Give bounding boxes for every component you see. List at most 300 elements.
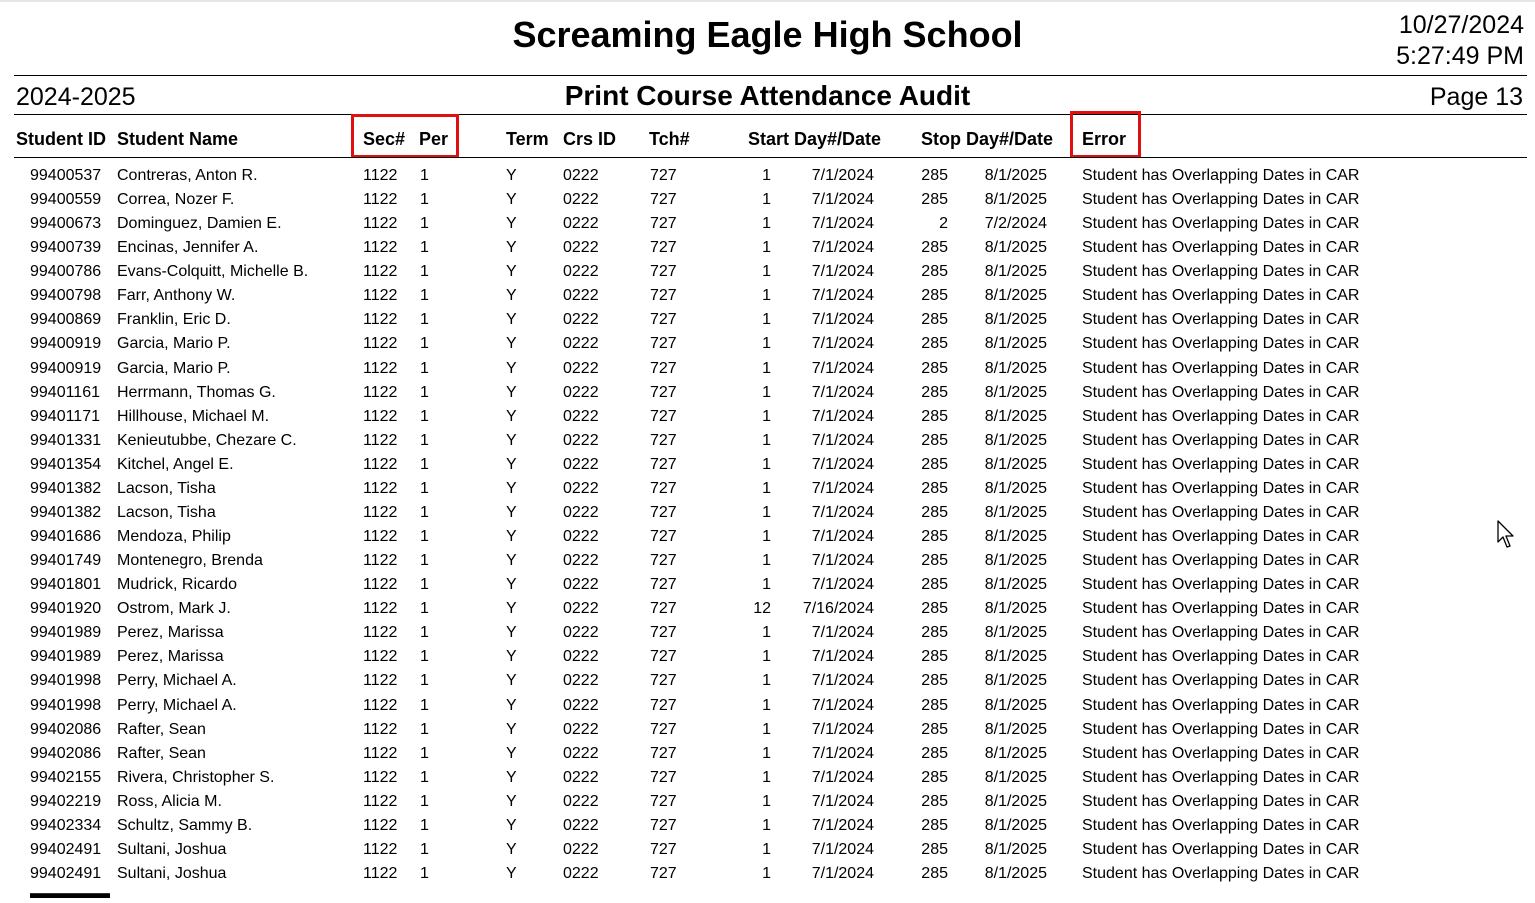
table-row <box>0 600 1535 624</box>
student-id-cell: 99402491 <box>30 865 102 883</box>
crs-id-cell: 0222 <box>563 263 599 281</box>
partial-row-fragment: ▬▬▬▬▬ <box>30 885 110 902</box>
sec-cell: 1122 <box>363 865 398 883</box>
per-cell: 1 <box>420 816 429 834</box>
sec-cell: 1122 <box>363 215 398 233</box>
error-cell: Student has Overlapping Dates in CAR <box>1082 528 1360 546</box>
stop-day-cell: 285 <box>921 191 948 209</box>
tch-cell: 727 <box>650 239 677 257</box>
start-date-cell: 7/1/2024 <box>811 503 874 521</box>
stop-day-cell: 285 <box>921 407 948 425</box>
error-cell: Student has Overlapping Dates in CAR <box>1082 407 1360 425</box>
stop-date-cell: 8/1/2025 <box>984 576 1047 594</box>
start-date-cell: 7/16/2024 <box>802 600 874 618</box>
term-cell: Y <box>506 840 517 858</box>
start-day-cell: 1 <box>762 383 771 401</box>
term-cell: Y <box>506 263 517 281</box>
start-day-cell: 1 <box>762 865 771 883</box>
error-cell: Student has Overlapping Dates in CAR <box>1082 865 1360 883</box>
start-date-cell: 7/1/2024 <box>811 816 874 834</box>
start-day-cell: 1 <box>762 503 771 521</box>
start-day-cell: 1 <box>762 744 771 762</box>
tch-cell: 727 <box>650 600 677 618</box>
print-date: 10/27/2024 <box>1398 11 1524 39</box>
student-id-cell: 99402219 <box>30 792 102 810</box>
term-cell: Y <box>506 215 517 233</box>
tch-cell: 727 <box>650 720 677 738</box>
tch-cell: 727 <box>650 263 677 281</box>
student-name-cell: Rivera, Christopher S. <box>117 768 275 786</box>
student-id-cell: 99400919 <box>30 335 102 353</box>
stop-date-cell: 8/1/2025 <box>984 624 1047 642</box>
stop-date-cell: 8/1/2025 <box>984 792 1047 810</box>
stop-date-cell: 8/1/2025 <box>984 648 1047 666</box>
crs-id-cell: 0222 <box>563 431 599 449</box>
per-cell: 1 <box>420 335 429 353</box>
sec-cell: 1122 <box>363 696 398 714</box>
crs-id-cell: 0222 <box>563 624 599 642</box>
stop-day-cell: 285 <box>921 479 948 497</box>
student-name-cell: Herrmann, Thomas G. <box>117 383 276 401</box>
window-top-edge <box>0 0 1535 2</box>
term-cell: Y <box>506 239 517 257</box>
term-cell: Y <box>506 744 517 762</box>
crs-id-cell: 0222 <box>563 768 599 786</box>
table-row <box>0 841 1535 865</box>
term-cell: Y <box>506 672 517 690</box>
stop-date-cell: 8/1/2025 <box>984 479 1047 497</box>
sec-cell: 1122 <box>363 455 398 473</box>
stop-day-cell: 285 <box>921 528 948 546</box>
tch-cell: 727 <box>650 359 677 377</box>
student-id-cell: 99400739 <box>30 239 102 257</box>
crs-id-cell: 0222 <box>563 720 599 738</box>
per-cell: 1 <box>420 191 429 209</box>
term-cell: Y <box>506 287 517 305</box>
table-row <box>0 287 1535 311</box>
start-date-cell: 7/1/2024 <box>811 167 874 184</box>
start-date-cell: 7/1/2024 <box>811 576 874 594</box>
start-day-cell: 1 <box>762 239 771 257</box>
sec-cell: 1122 <box>363 816 398 834</box>
student-name-cell: Perry, Michael A. <box>117 696 237 714</box>
student-name-cell: Montenegro, Brenda <box>117 552 263 570</box>
term-cell: Y <box>506 552 517 570</box>
table-row <box>0 576 1535 600</box>
student-name-cell: Schultz, Sammy B. <box>117 816 253 834</box>
sec-cell: 1122 <box>363 840 398 858</box>
stop-day-cell: 285 <box>921 648 948 666</box>
mouse-pointer-icon <box>1497 520 1517 550</box>
start-day-cell: 1 <box>762 576 771 594</box>
student-name-cell: Mendoza, Philip <box>117 528 231 546</box>
error-cell: Student has Overlapping Dates in CAR <box>1082 479 1360 497</box>
partial-cut-row <box>0 885 1535 902</box>
stop-date-cell: 8/1/2025 <box>984 552 1047 570</box>
tch-cell: 727 <box>650 503 677 521</box>
student-id-cell: 99401989 <box>30 624 102 642</box>
sec-cell: 1122 <box>363 311 398 329</box>
tch-cell: 727 <box>650 768 677 786</box>
student-id-cell: 99401171 <box>30 407 100 425</box>
start-date-cell: 7/1/2024 <box>811 455 874 473</box>
sec-cell: 1122 <box>363 287 398 305</box>
per-cell: 1 <box>420 720 429 738</box>
stop-date-cell: 8/1/2025 <box>984 335 1047 353</box>
crs-id-cell: 0222 <box>563 239 599 257</box>
sec-cell: 1122 <box>363 720 398 738</box>
stop-day-cell: 285 <box>921 600 948 618</box>
start-date-cell: 7/1/2024 <box>811 744 874 762</box>
stop-day-cell: 285 <box>921 816 948 834</box>
student-id-cell: 99401989 <box>30 648 102 666</box>
student-name-cell: Lacson, Tisha <box>117 479 216 497</box>
term-cell: Y <box>506 600 517 618</box>
error-cell: Student has Overlapping Dates in CAR <box>1082 744 1360 762</box>
start-date-cell: 7/1/2024 <box>811 865 874 883</box>
stop-date-cell: 8/1/2025 <box>984 696 1047 714</box>
start-date-cell: 7/1/2024 <box>811 552 874 570</box>
tch-cell: 727 <box>650 311 677 329</box>
stop-date-cell: 8/1/2025 <box>984 528 1047 546</box>
student-name-cell: Sultani, Joshua <box>117 840 227 858</box>
start-date-cell: 7/1/2024 <box>811 624 874 642</box>
start-date-cell: 7/1/2024 <box>811 239 874 257</box>
error-cell: Student has Overlapping Dates in CAR <box>1082 215 1360 233</box>
start-date-cell: 7/1/2024 <box>811 768 874 786</box>
error-cell: Student has Overlapping Dates in CAR <box>1082 167 1360 184</box>
tch-cell: 727 <box>650 455 677 473</box>
student-name-cell: Rafter, Sean <box>117 720 206 738</box>
table-row <box>0 624 1535 648</box>
stop-date-cell: 8/1/2025 <box>984 672 1047 690</box>
per-cell: 1 <box>420 287 429 305</box>
stop-date-cell: 8/1/2025 <box>984 720 1047 738</box>
term-cell: Y <box>506 431 517 449</box>
tch-cell: 727 <box>650 287 677 305</box>
error-cell: Student has Overlapping Dates in CAR <box>1082 503 1360 521</box>
start-date-cell: 7/1/2024 <box>811 263 874 281</box>
crs-id-cell: 0222 <box>563 503 599 521</box>
crs-id-cell: 0222 <box>563 744 599 762</box>
start-day-cell: 1 <box>762 792 771 810</box>
student-id-cell: 99400559 <box>30 191 102 209</box>
stop-date-cell: 8/1/2025 <box>984 744 1047 762</box>
student-name-cell: Correa, Nozer F. <box>117 191 235 209</box>
start-date-cell: 7/1/2024 <box>811 407 874 425</box>
crs-id-cell: 0222 <box>563 696 599 714</box>
sec-cell: 1122 <box>363 383 398 401</box>
table-row <box>0 745 1535 769</box>
page-number: Page 13 <box>1429 83 1523 111</box>
student-name-cell: Evans-Colquitt, Michelle B. <box>117 263 309 281</box>
error-cell: Student has Overlapping Dates in CAR <box>1082 383 1360 401</box>
stop-date-cell: 8/1/2025 <box>984 287 1047 305</box>
crs-id-cell: 0222 <box>563 479 599 497</box>
stop-date-cell: 8/1/2025 <box>984 768 1047 786</box>
student-id-cell: 99402086 <box>30 744 102 762</box>
tch-cell: 727 <box>650 191 677 209</box>
start-date-cell: 7/1/2024 <box>811 431 874 449</box>
error-cell: Student has Overlapping Dates in CAR <box>1082 792 1360 810</box>
stop-date-cell: 8/1/2025 <box>984 359 1047 377</box>
table-row <box>0 480 1535 504</box>
start-day-cell: 1 <box>762 287 771 305</box>
student-id-cell: 99400673 <box>30 215 102 233</box>
term-cell: Y <box>506 696 517 714</box>
col-header-term: Term <box>506 129 549 149</box>
table-row <box>0 239 1535 263</box>
student-name-cell: Garcia, Mario P. <box>117 359 231 377</box>
table-row <box>0 263 1535 287</box>
stop-date-cell: 8/1/2025 <box>984 311 1047 329</box>
student-id-cell: 99401686 <box>30 528 102 546</box>
sec-cell: 1122 <box>363 239 398 257</box>
term-cell: Y <box>506 455 517 473</box>
error-cell: Student has Overlapping Dates in CAR <box>1082 455 1360 473</box>
stop-day-cell: 2 <box>939 215 948 233</box>
table-row <box>0 191 1535 215</box>
school-year: 2024-2025 <box>16 83 136 111</box>
start-date-cell: 7/1/2024 <box>811 479 874 497</box>
term-cell: Y <box>506 167 517 184</box>
per-cell: 1 <box>420 528 429 546</box>
stop-date-cell: 8/1/2025 <box>984 263 1047 281</box>
term-cell: Y <box>506 865 517 883</box>
per-cell: 1 <box>420 479 429 497</box>
per-cell: 1 <box>420 768 429 786</box>
per-cell: 1 <box>420 600 429 618</box>
stop-date-cell: 8/1/2025 <box>984 503 1047 521</box>
per-cell: 1 <box>420 263 429 281</box>
stop-day-cell: 285 <box>921 840 948 858</box>
per-cell: 1 <box>420 576 429 594</box>
student-id-cell: 99402334 <box>30 816 102 834</box>
student-id-cell: 99402155 <box>30 768 102 786</box>
tch-cell: 727 <box>650 215 677 233</box>
error-cell: Student has Overlapping Dates in CAR <box>1082 720 1360 738</box>
start-day-cell: 1 <box>762 167 771 184</box>
stop-day-cell: 285 <box>921 624 948 642</box>
stop-day-cell: 285 <box>921 239 948 257</box>
table-row <box>0 528 1535 552</box>
term-cell: Y <box>506 503 517 521</box>
error-cell: Student has Overlapping Dates in CAR <box>1082 840 1360 858</box>
crs-id-cell: 0222 <box>563 792 599 810</box>
sec-cell: 1122 <box>363 479 398 497</box>
col-header-student-name: Student Name <box>117 129 239 149</box>
sec-cell: 1122 <box>363 167 398 184</box>
start-day-cell: 1 <box>762 648 771 666</box>
tch-cell: 727 <box>650 840 677 858</box>
student-id-cell: 99401331 <box>30 431 102 449</box>
start-day-cell: 1 <box>762 335 771 353</box>
table-row <box>0 648 1535 672</box>
per-cell: 1 <box>420 383 429 401</box>
sec-cell: 1122 <box>363 744 398 762</box>
student-name-cell: Perez, Marissa <box>117 624 224 642</box>
error-cell: Student has Overlapping Dates in CAR <box>1082 335 1360 353</box>
start-day-cell: 1 <box>762 191 771 209</box>
student-name-cell: Sultani, Joshua <box>117 865 227 883</box>
stop-date-cell: 8/1/2025 <box>984 455 1047 473</box>
start-date-cell: 7/1/2024 <box>811 359 874 377</box>
start-date-cell: 7/1/2024 <box>811 792 874 810</box>
tch-cell: 727 <box>650 672 677 690</box>
table-row <box>0 721 1535 745</box>
error-cell: Student has Overlapping Dates in CAR <box>1082 287 1360 305</box>
start-day-cell: 1 <box>762 720 771 738</box>
stop-day-cell: 285 <box>921 359 948 377</box>
start-day-cell: 1 <box>762 431 771 449</box>
sec-cell: 1122 <box>363 576 398 594</box>
student-name-cell: Ross, Alicia M. <box>117 792 222 810</box>
student-id-cell: 99401749 <box>30 552 102 570</box>
start-day-cell: 1 <box>762 359 771 377</box>
error-cell: Student has Overlapping Dates in CAR <box>1082 552 1360 570</box>
sec-cell: 1122 <box>363 552 398 570</box>
tch-cell: 727 <box>650 528 677 546</box>
term-cell: Y <box>506 359 517 377</box>
error-cell: Student has Overlapping Dates in CAR <box>1082 311 1360 329</box>
table-row <box>0 335 1535 359</box>
error-cell: Student has Overlapping Dates in CAR <box>1082 191 1360 209</box>
stop-day-cell: 285 <box>921 287 948 305</box>
sec-cell: 1122 <box>363 503 398 521</box>
student-name-cell: Perry, Michael A. <box>117 672 237 690</box>
stop-day-cell: 285 <box>921 768 948 786</box>
col-header-per: Per <box>419 129 449 149</box>
term-cell: Y <box>506 768 517 786</box>
term-cell: Y <box>506 479 517 497</box>
table-row <box>0 552 1535 576</box>
term-cell: Y <box>506 576 517 594</box>
term-cell: Y <box>506 720 517 738</box>
student-id-cell: 99401998 <box>30 696 102 714</box>
per-cell: 1 <box>420 672 429 690</box>
sec-cell: 1122 <box>363 672 398 690</box>
col-header-sec: Sec# <box>363 129 406 149</box>
sec-cell: 1122 <box>363 768 398 786</box>
error-cell: Student has Overlapping Dates in CAR <box>1082 696 1360 714</box>
student-id-cell: 99401161 <box>30 383 100 401</box>
sec-cell: 1122 <box>363 335 398 353</box>
student-id-cell: 99400798 <box>30 287 102 305</box>
error-cell: Student has Overlapping Dates in CAR <box>1082 624 1360 642</box>
student-name-cell: Kenieutubbe, Chezare C. <box>117 431 297 449</box>
student-name-cell: Rafter, Sean <box>117 744 206 762</box>
per-cell: 1 <box>420 503 429 521</box>
sec-cell: 1122 <box>363 359 398 377</box>
header-divider <box>14 75 1527 76</box>
crs-id-cell: 0222 <box>563 407 599 425</box>
table-row <box>0 360 1535 384</box>
start-day-cell: 1 <box>762 816 771 834</box>
student-id-cell: 99401382 <box>30 479 102 497</box>
per-cell: 1 <box>420 167 429 184</box>
per-cell: 1 <box>420 552 429 570</box>
sec-cell: 1122 <box>363 263 398 281</box>
per-cell: 1 <box>420 744 429 762</box>
table-row <box>0 215 1535 239</box>
table-row <box>0 697 1535 721</box>
start-date-cell: 7/1/2024 <box>811 528 874 546</box>
crs-id-cell: 0222 <box>563 816 599 834</box>
start-day-cell: 1 <box>762 840 771 858</box>
term-cell: Y <box>506 624 517 642</box>
table-row <box>0 504 1535 528</box>
crs-id-cell: 0222 <box>563 600 599 618</box>
stop-day-cell: 285 <box>921 311 948 329</box>
term-cell: Y <box>506 407 517 425</box>
stop-day-cell: 285 <box>921 792 948 810</box>
start-day-cell: 1 <box>762 215 771 233</box>
stop-date-cell: 8/1/2025 <box>984 191 1047 209</box>
per-cell: 1 <box>420 239 429 257</box>
stop-day-cell: 285 <box>921 335 948 353</box>
student-id-cell: 99400869 <box>30 311 102 329</box>
stop-date-cell: 8/1/2025 <box>984 407 1047 425</box>
per-cell: 1 <box>420 865 429 883</box>
term-cell: Y <box>506 311 517 329</box>
error-cell: Student has Overlapping Dates in CAR <box>1082 768 1360 786</box>
tch-cell: 727 <box>650 552 677 570</box>
tch-cell: 727 <box>650 335 677 353</box>
stop-date-cell: 8/1/2025 <box>984 167 1047 184</box>
tch-cell: 727 <box>650 792 677 810</box>
student-id-cell: 99400919 <box>30 359 102 377</box>
tch-cell: 727 <box>650 431 677 449</box>
error-cell: Student has Overlapping Dates in CAR <box>1082 648 1360 666</box>
sec-cell: 1122 <box>363 528 398 546</box>
term-cell: Y <box>506 528 517 546</box>
col-header-student-id: Student ID <box>16 129 106 149</box>
table-row <box>0 672 1535 696</box>
student-name-cell: Encinas, Jennifer A. <box>117 239 259 257</box>
term-cell: Y <box>506 648 517 666</box>
col-header-start: Start Day#/Date <box>748 129 882 149</box>
col-header-tch: Tch# <box>649 129 690 149</box>
student-name-cell: Contreras, Anton R. <box>117 167 258 184</box>
start-day-cell: 1 <box>762 624 771 642</box>
col-header-error: Error <box>1082 129 1127 149</box>
crs-id-cell: 0222 <box>563 359 599 377</box>
start-day-cell: 1 <box>762 672 771 690</box>
table-row <box>0 384 1535 408</box>
tch-cell: 727 <box>650 576 677 594</box>
stop-day-cell: 285 <box>921 167 948 184</box>
stop-date-cell: 8/1/2025 <box>984 431 1047 449</box>
sec-cell: 1122 <box>363 600 398 618</box>
per-cell: 1 <box>420 648 429 666</box>
start-date-cell: 7/1/2024 <box>811 311 874 329</box>
crs-id-cell: 0222 <box>563 215 599 233</box>
start-date-cell: 7/1/2024 <box>811 383 874 401</box>
start-day-cell: 1 <box>762 311 771 329</box>
table-row <box>0 432 1535 456</box>
tch-cell: 727 <box>650 167 677 184</box>
crs-id-cell: 0222 <box>563 528 599 546</box>
student-id-cell: 99401354 <box>30 455 102 473</box>
start-day-cell: 1 <box>762 696 771 714</box>
term-cell: Y <box>506 191 517 209</box>
start-date-cell: 7/1/2024 <box>811 720 874 738</box>
tch-cell: 727 <box>650 816 677 834</box>
title-divider <box>14 114 1527 115</box>
error-cell: Student has Overlapping Dates in CAR <box>1082 359 1360 377</box>
stop-day-cell: 285 <box>921 503 948 521</box>
start-date-cell: 7/1/2024 <box>811 672 874 690</box>
